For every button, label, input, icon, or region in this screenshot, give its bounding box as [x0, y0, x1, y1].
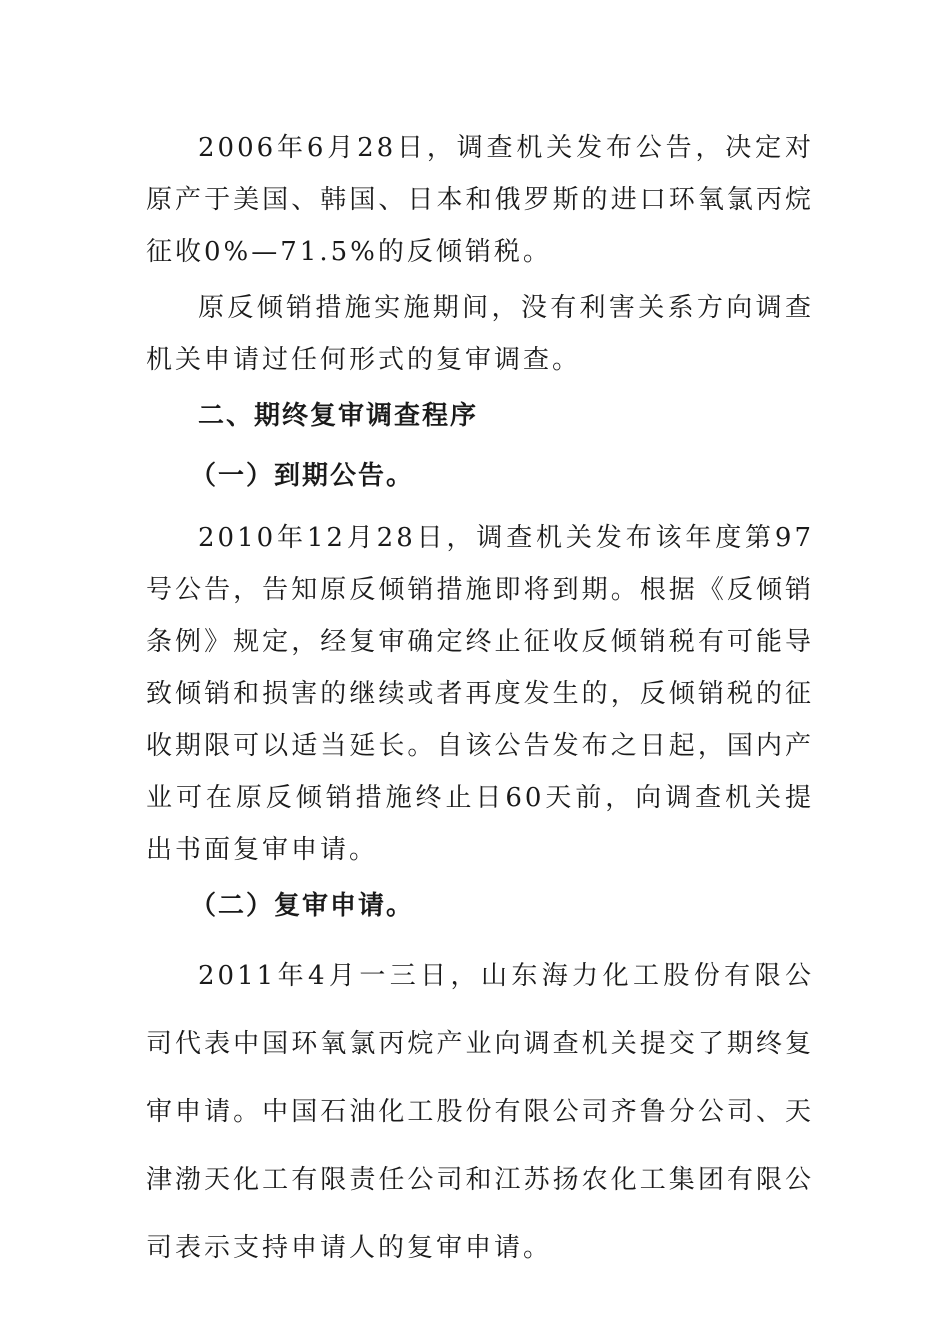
paragraph-original-measure: 2006年6月28日，调查机关发布公告，决定对原产于美国、韩国、日本和俄罗斯的进口环氧氯丙烷征收0%—71.5%的反倾销税。 [146, 133, 814, 267]
paragraph-expiry-notice: 2010年12月28日，调查机关发布该年度第97号公告，告知原反倾销措施即将到期。根据《反倾销条例》规定，经复审确定终止征收反倾销税有可能导致倾销和损害的继续或者再度发生的，反倾销税的征收期限可以适当延长。自该公告发布之日起，国内产业可在原反倾销措施终止日60天前，向调查机关提出书面复审申请。 [146, 523, 814, 865]
document-page [146, 122, 814, 1282]
subheading-review-application: （二）复审申请。 [190, 891, 415, 921]
subheading-expiry-notice: （一）到期公告。 [190, 461, 415, 491]
paragraph-review-application: 2011年4月一三日，山东海力化工股份有限公司代表中国环氧氯丙烷产业向调查机关提交了期终复审申请。中国石油化工股份有限公司齐鲁分公司、天津渤天化工有限责任公司和江苏扬农化工集团有限公司表示支持申请人的复审申请。 [146, 961, 814, 1263]
paragraph-no-review: 原反倾销措施实施期间，没有利害关系方向调查机关申请过任何形式的复审调查。 [146, 293, 814, 375]
section-heading-review-procedure: 二、期终复审调查程序 [198, 401, 479, 431]
